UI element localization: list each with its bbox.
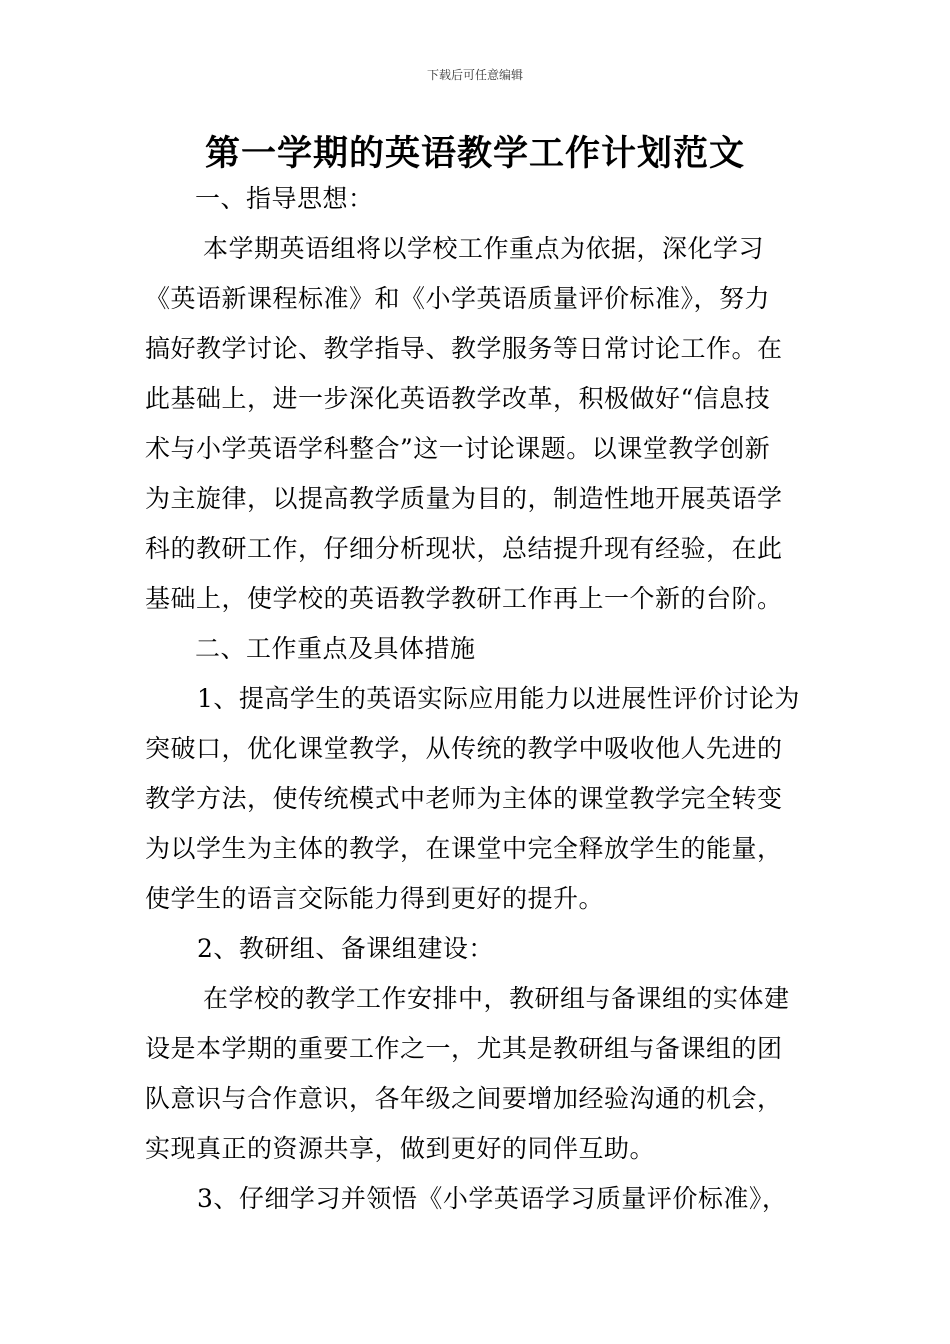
document-title: 第一学期的英语教学工作计划范文 — [204, 134, 745, 174]
paragraph-line: 设是本学期的重要工作之一，尤其是教研组与备课组的团 — [145, 1034, 783, 1063]
paragraph-line: 本学期英语组将以学校工作重点为依据，深化学习 — [203, 234, 765, 263]
numbered-item-3: 3、仔细学习并领悟《小学英语学习质量评价标准》， — [197, 1184, 788, 1213]
section-heading-guiding-ideology: 一、指导思想： — [195, 184, 374, 213]
paragraph-line: 搞好教学讨论、教学指导、教学服务等日常讨论工作。在 — [145, 334, 783, 363]
paragraph-line: 突破口，优化课堂教学，从传统的教学中吸收他人先进的 — [145, 734, 783, 763]
paragraph-line: 实现真正的资源共享，做到更好的同伴互助。 — [145, 1134, 656, 1163]
header-watermark: 下载后可任意编辑 — [426, 68, 523, 82]
numbered-item-2: 2、教研组、备课组建设： — [197, 934, 494, 963]
paragraph-line: 此基础上，进一步深化英语教学改革，积极做好“信息技 — [145, 384, 771, 413]
numbered-item-1: 1、提高学生的英语实际应用能力以进展性评价讨论为 — [197, 684, 800, 713]
paragraph-line: 科的教研工作，仔细分析现状，总结提升现有经验，在此 — [145, 534, 783, 563]
paragraph-line: 使学生的语言交际能力得到更好的提升。 — [145, 884, 605, 913]
section-heading-work-focus: 二、工作重点及具体措施 — [195, 634, 476, 663]
paragraph-line: 术与小学英语学科整合”这一讨论课题。以课堂教学创新 — [145, 434, 771, 463]
paragraph-line: 为主旋律，以提高教学质量为目的，制造性地开展英语学 — [145, 484, 783, 513]
paragraph-line: 基础上，使学校的英语教学教研工作再上一个新的台阶。 — [145, 584, 783, 613]
paragraph-line: 教学方法，使传统模式中老师为主体的课堂教学完全转变 — [145, 784, 783, 813]
document-body — [145, 174, 810, 1224]
paragraph-line: 《英语新课程标准》和《小学英语质量评价标准》，努力 — [145, 284, 771, 313]
paragraph-line: 在学校的教学工作安排中，教研组与备课组的实体建 — [203, 984, 790, 1013]
paragraph-line: 为以学生为主体的教学，在课堂中完全释放学生的能量， — [145, 834, 783, 863]
paragraph-line: 队意识与合作意识，各年级之间要增加经验沟通的机会， — [145, 1084, 783, 1113]
